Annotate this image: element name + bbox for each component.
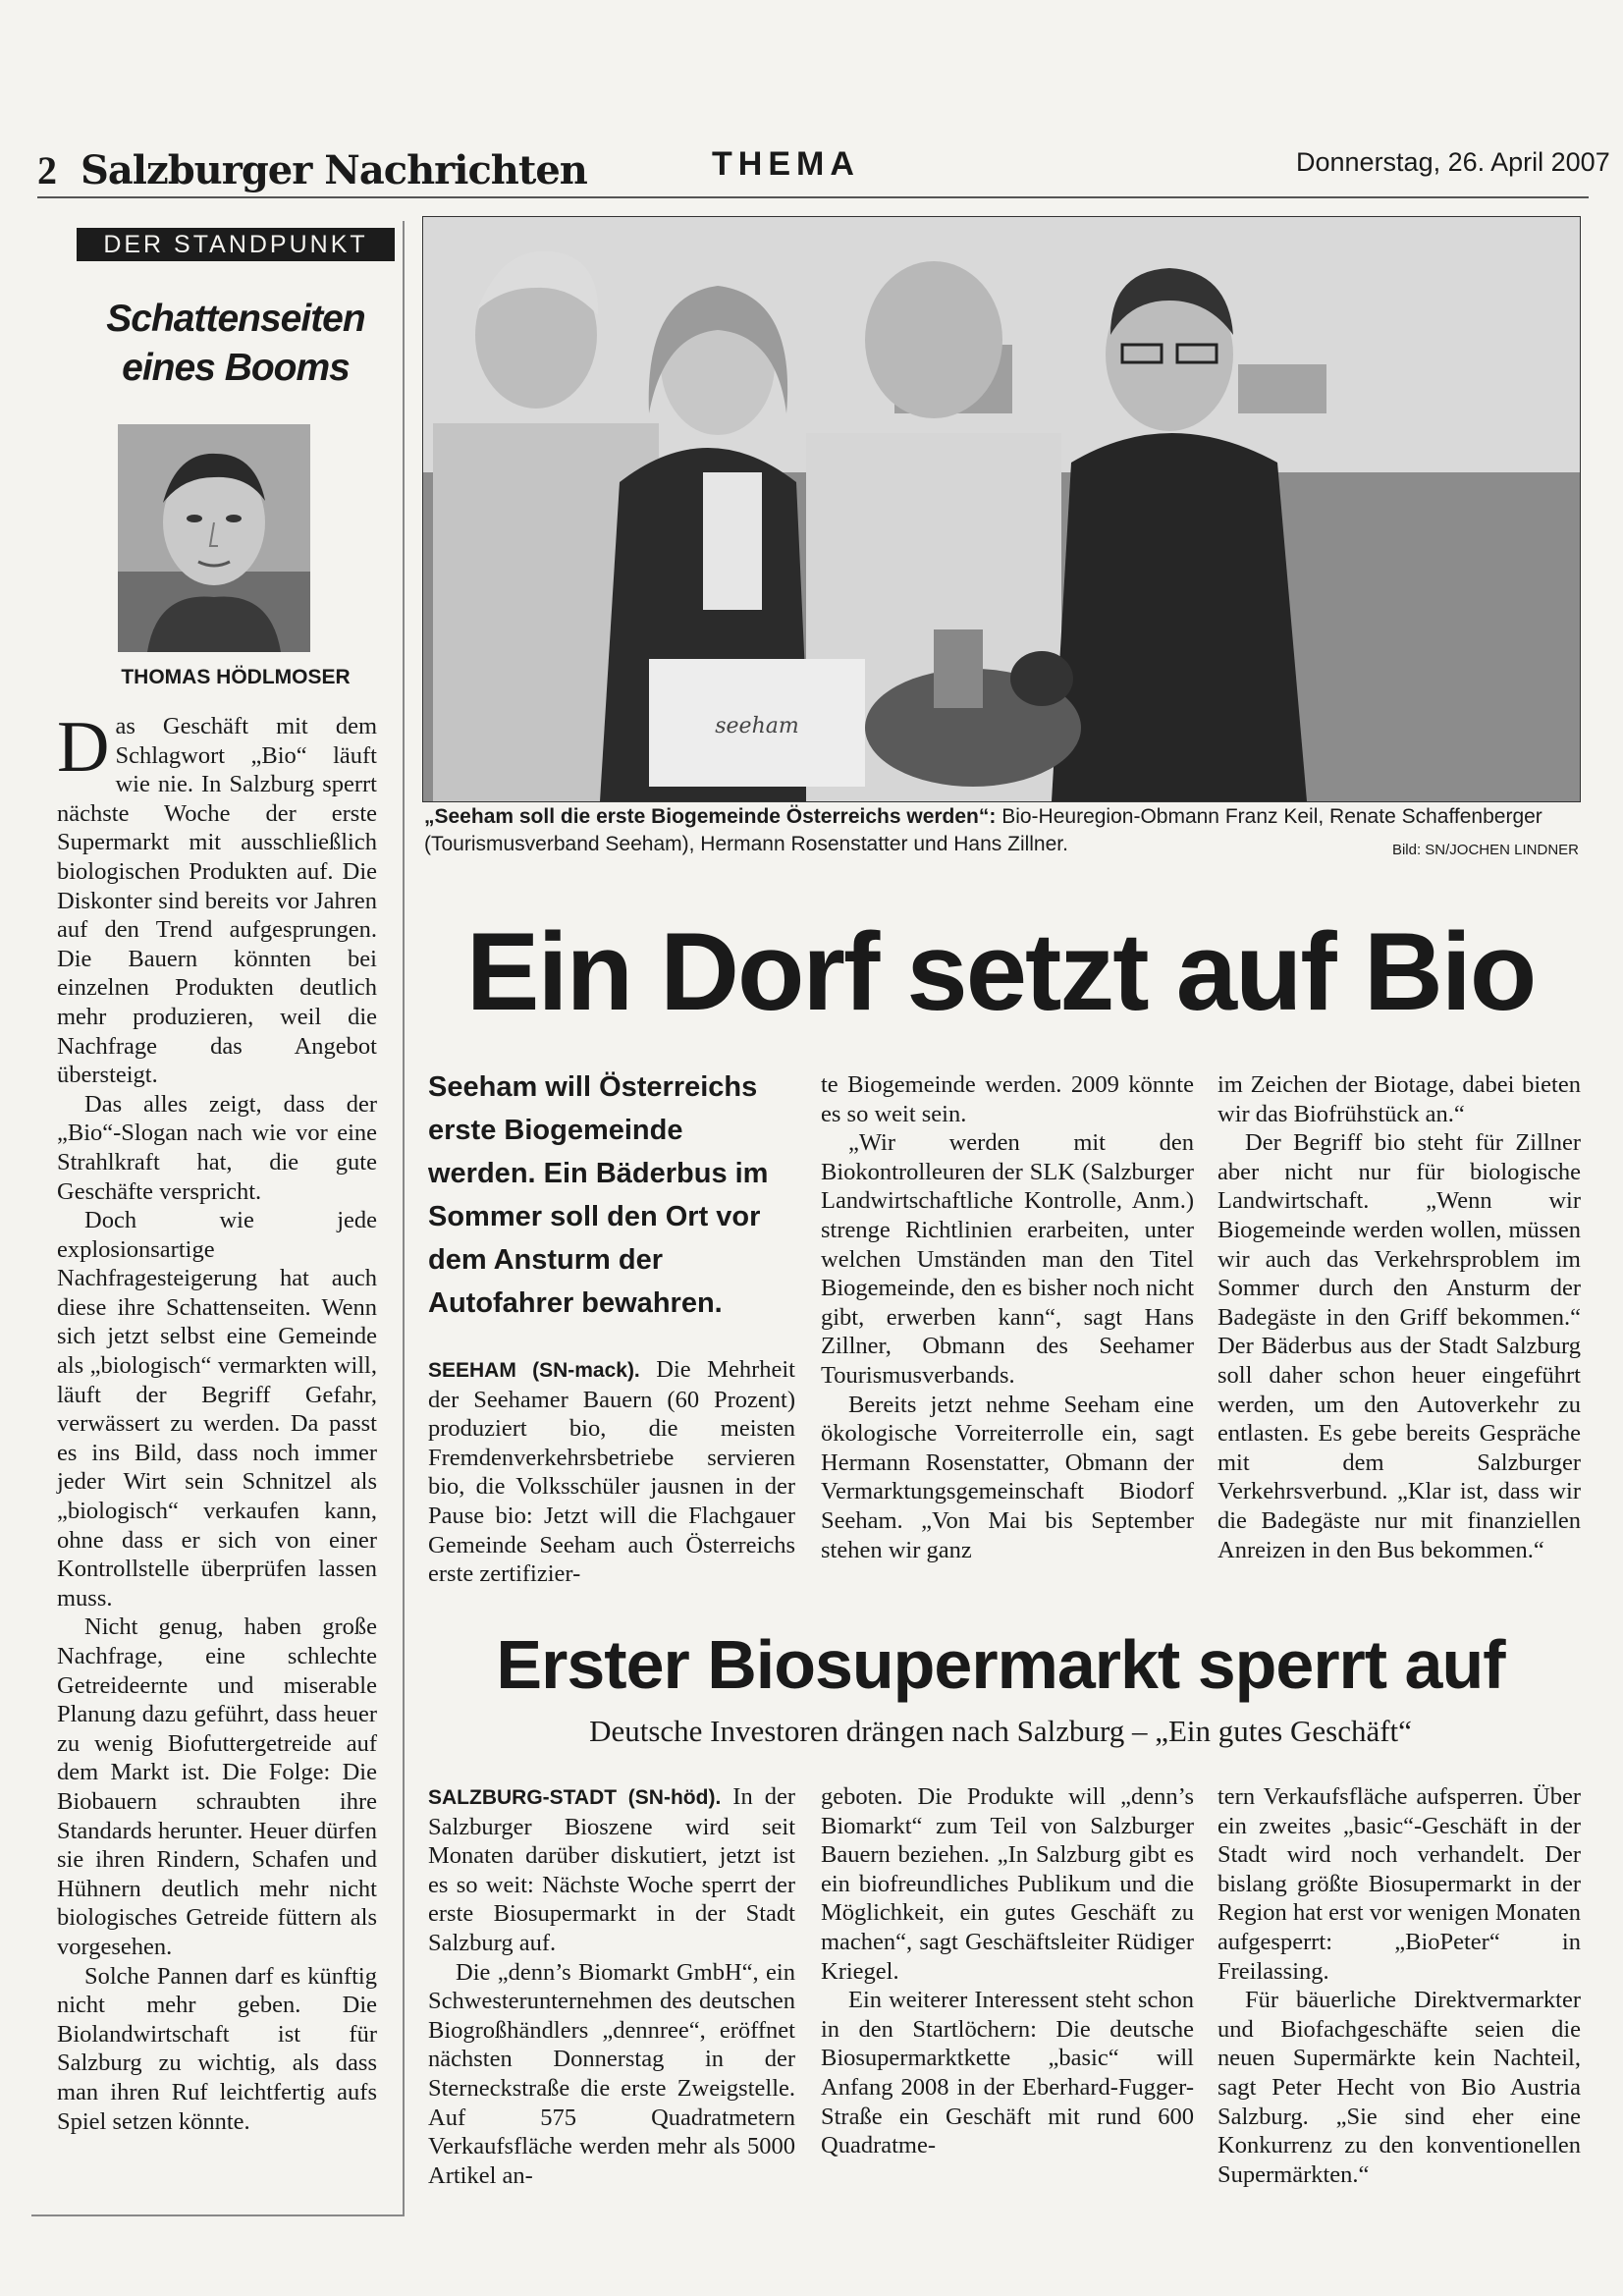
portrait-image <box>118 424 310 652</box>
article1-column3 <box>1217 1070 1581 1564</box>
page-number: 2 <box>37 148 57 192</box>
article1-headline: Ein Dorf setzt auf Bio <box>465 910 1536 1033</box>
article2-paragraph: SALZBURG-STADT (SN-höd). In der Salzburger Bioszene wird seit Monaten darüber diskutiert, jetzt ist es so weit: Nächste Woche sperrt der erste Biosupermarkt in der Stadt Salzburg auf. <box>428 1783 795 1956</box>
caption-text: Bio-Heuregion-Obmann Franz Keil, Renate Schaffenberger (Tourismusverband Seeham), Hermann Rosenstatter und Hans Zillner. <box>424 805 1542 855</box>
masthead: Salzburger Nachrichten <box>81 147 587 193</box>
photo-caption <box>424 803 1579 864</box>
article1-dateline: SEEHAM (SN-mack). <box>428 1359 640 1382</box>
issue-date: Donnerstag, 26. April 2007 <box>1296 147 1610 177</box>
standpunkt-title-line1: Schattenseiten <box>106 298 365 340</box>
article2-headline: Erster Biosupermarkt sperrt auf <box>496 1626 1505 1703</box>
article2-dateline: SALZBURG-STADT (SN-höd). <box>428 1786 722 1809</box>
section-label: THEMA <box>712 145 860 183</box>
standpunkt-paragraph: Doch wie jede explosionsartige Nachfragesteigerung hat auch diese ihre Schattenseiten. Wenn sich jetzt selbst eine Gemeinde als „biologisch“ vermarkten will, läuft der Begriff Gefahr, verwässert zu werden. Da passt es ins Bild, dass noch immer jeder Wirt sein Schnitzel als „biologisch“ verkaufen kann, ohne dass er sich von einer Kontrollstelle überprüfen lassen muss. <box>57 1207 377 1612</box>
article2-paragraph: geboten. Die Produkte will „denn’s Biomarkt“ zum Teil von Salzburger Bauern beziehen. „In Salzburg gibt es ein biofreundliches Publikum und die Möglichkeit, ein gutes Geschäft zu machen“, sagt Geschäftsleiter Rüdiger Kriegel. <box>821 1783 1194 1985</box>
standpunkt-paragraph: Das alles zeigt, dass der „Bio“-Slogan nach wie vor eine Strahlkraft hat, die gute Geschäfte verspricht. <box>57 1090 377 1205</box>
article2-paragraph: Die „denn’s Biomarkt GmbH“, ein Schwesterunternehmen des deutschen Biogroßhändlers „dennree“, eröffnet nächsten Donnerstag in der Sterneckstraße die erste Zweigstelle. Auf 575 Quadratmetern Verkaufsfläche werden mehr als 5000 Artikel an- <box>428 1958 795 2189</box>
article1-paragraph: Bereits jetzt nehme Seeham eine ökologische Vorreiterrolle ein, sagt Hermann Rosenstatter, Obmann der Vermarktungsgemeinschaft Biodorf Seeham. „Von Mai bis September stehen wir ganz <box>821 1391 1194 1563</box>
photo-image <box>423 217 1580 801</box>
standpunkt-label: DER STANDPUNKT <box>77 228 395 261</box>
article1-column2 <box>821 1070 1194 1564</box>
author-name: THOMAS HÖDLMOSER <box>121 666 351 688</box>
article2-paragraph: tern Verkaufsfläche aufsperren. Über ein zweites „basic“-Geschäft in der Stadt wird noch verhandelt. Der bislang größte Biosupermarkt in der Region hat erst vor wenigen Monaten aufgesperrt: „BioPeter“ in Freilassing. <box>1217 1783 1581 1985</box>
standpunkt-paragraph: Nicht genug, haben große Nachfrage, eine schlechte Getreideernte und miserable Planung dazu geführt, dass heuer zu wenig Biofuttergetreide auf dem Markt ist. Die Folge: Die Biobauern schraubten ihre Standards herunter. Heuer dürfen sie ihren Rindern, Schafen und Hühnern deutlich mehr nicht biologisches Getreide füttern als vorgesehen. <box>57 1613 377 1960</box>
article1-paragraph: im Zeichen der Biotage, dabei bieten wir das Biofrühstück an.“ <box>1217 1071 1581 1127</box>
article2-subhead: Deutsche Investoren drängen nach Salzburg – „Ein gutes Geschäft“ <box>589 1714 1412 1748</box>
article1-paragraph: Der Begriff bio steht für Zillner aber nicht nur für biologische Landwirtschaft. „Wenn wir Biogemeinde werden wollen, müssen wir auch das Verkehrsproblem im Sommer durch den Ansturm der Badegäste in den Griff bekommen.“ Der Bäderbus aus der Stadt Salzburg soll daher schon heuer eingeführt werden, um den Autoverkehr zu entlasten. Es gebe bereits Gespräche mit dem Salzburger Verkehrsverbund. „Klar ist, dass wir die Badegäste nur mit finanziellen Anreizen in den Bus bekommen.“ <box>1217 1129 1581 1563</box>
article2-paragraph: Für bäuerliche Direktvermarkter und Biofachgeschäfte seien die neuen Supermärkte kein Nachteil, sagt Peter Hecht von Bio Austria Salzburg. „Sie sind eher eine Konkurrenz zu den konventionellen Supermärkten.“ <box>1217 1987 1581 2188</box>
standpunkt-body <box>57 707 377 2136</box>
author-portrait <box>118 424 310 652</box>
standpunkt-paragraph: Das Geschäft mit dem Schlagwort „Bio“ läuft wie nie. In Salzburg sperrt nächste Woche der erste Supermarkt mit ausschließlich biologischen Produkten auf. Die Diskonter sind bereits vor Jahren auf den Trend aufgesprungen. Die Bauern könnten bei einzelnen Produkten deutlich mehr produzieren, weil die Nachfrage das Angebot übersteigt. <box>57 707 377 1089</box>
header-rule <box>37 196 1589 198</box>
standpunkt-paragraph: Solche Pannen darf es künftig nicht mehr geben. Die Biolandwirtschaft ist für Salzburg zu wichtig, als dass man ihren Ruf leichtfertig aufs Spiel setzen könnte. <box>57 1962 377 2135</box>
article2-column1 <box>428 1782 795 2190</box>
standpunkt-title <box>77 295 395 393</box>
group-photo <box>422 216 1581 802</box>
article1-paragraph: SEEHAM (SN-mack). Die Mehrheit der Seehamer Bauern (60 Prozent) produziert bio, die meisten Fremdenverkehrsbetriebe servieren bio, die Volksschüler jausnen in der Pause bio: Jetzt will die Flachgauer Gemeinde Seeham auch Österreichs erste zertifizier- <box>428 1356 795 1588</box>
article1-lead: Seeham will Österreichs erste Biogemeinde werden. Ein Bäderbus im Sommer soll den Ort vor dem Ansturm der Autofahrer bewahren. <box>428 1071 769 1319</box>
dropcap: D <box>57 707 110 788</box>
photo-credit: Bild: SN/JOCHEN LINDNER <box>1391 842 1579 858</box>
article2-column3 <box>1217 1782 1581 2189</box>
caption-bold: „Seeham soll die erste Biogemeinde Österreichs werden“: <box>424 805 997 828</box>
article1-paragraph: „Wir werden mit den Biokontrolleuren der SLK (Salzburger Landwirtschaftliche Kontrolle, Anm.) strenge Richtlinien erarbeiten, unter welchen Umständen man den Titel Biogemeinde, den es bisher noch nicht gibt, erwerben kann“, sagt Hans Zillner, Obmann des Seehamer Tourismusverbands. <box>821 1129 1194 1389</box>
article2-paragraph: Ein weiterer Interessent steht schon in den Startlöchern: Die deutsche Biosupermarktkette „basic“ will Anfang 2008 in der Eberhard-Fugger-Straße ein Geschäft mit rund 600 Quadratme- <box>821 1987 1194 2159</box>
photo-sign-text: seeham <box>715 714 799 738</box>
article1-paragraph: te Biogemeinde werden. 2009 könnte es so weit sein. <box>821 1071 1194 1127</box>
standpunkt-title-line2: eines Booms <box>122 347 350 389</box>
article2-column2 <box>821 1782 1194 2160</box>
article1-column1 <box>428 1355 795 1589</box>
